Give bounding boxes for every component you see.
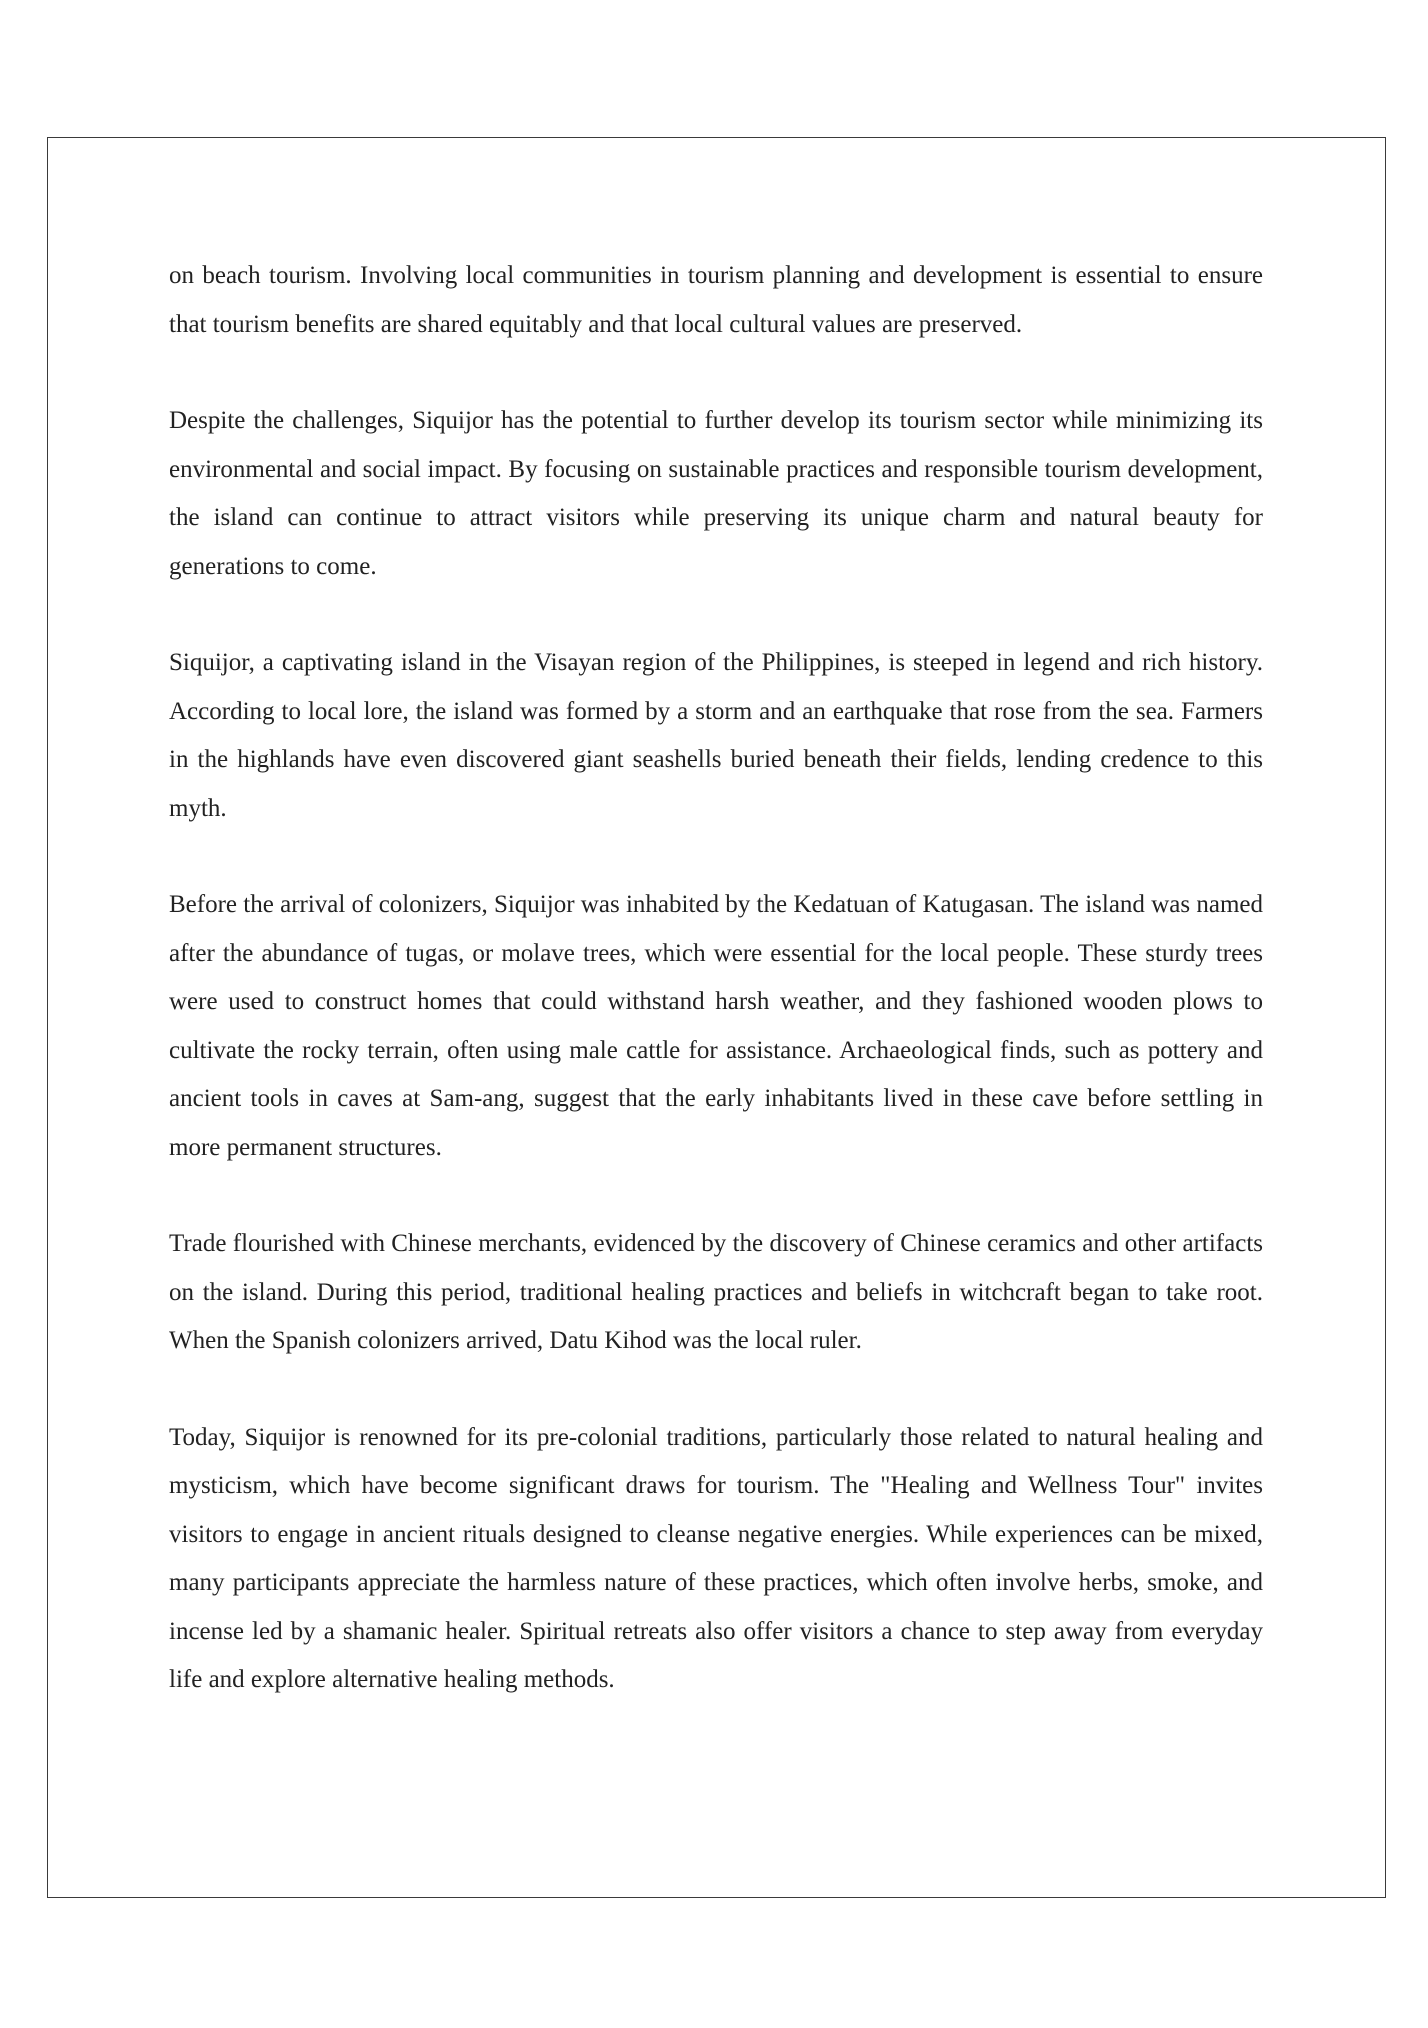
paragraph-island-legend: Siquijor, a captivating island in the Visayan region of the Philippines, is steeped in legend and rich history. According to local lore, the island was formed by a storm and an earthquake that rose from the sea. Farmers in the highlands have even discovered giant seashells buried beneath their fields, lending credence to this myth. <box>169 649 1263 822</box>
paragraph-chinese-trade: Trade flourished with Chinese merchants, evidenced by the discovery of Chinese ceramics and other artifacts on the island. During this period, traditional healing practices and beliefs in witchcraft began to take root. When the Spanish colonizers arrived, Datu Kihod was the local ruler. <box>169 1230 1263 1354</box>
paragraph-beach-tourism: on beach tourism. Involving local communities in tourism planning and development is essential to ensure that tourism benefits are shared equitably and that local cultural values are preserved. <box>169 262 1263 338</box>
document-body <box>169 252 1263 1753</box>
paragraph-sustainable-potential: Despite the challenges, Siquijor has the potential to further develop its tourism sector while minimizing its environmental and social impact. By focusing on sustainable practices and responsible tourism development, the island can continue to attract visitors while preserving its unique charm and natural beauty for generations to come. <box>169 407 1263 580</box>
paragraph-pre-colonial-history: Before the arrival of colonizers, Siquijor was inhabited by the Kedatuan of Katugasan. The island was named after the abundance of tugas, or molave trees, which were essential for the local people. These sturdy trees were used to construct homes that could withstand harsh weather, and they fashioned wooden plows to cultivate the rocky terrain, often using male cattle for assistance. Archaeological finds, such as pottery and ancient tools in caves at Sam-ang, suggest that the early inhabitants lived in these cave before settling in more permanent structures. <box>169 891 1263 1161</box>
paragraph-healing-tourism: Today, Siquijor is renowned for its pre-colonial traditions, particularly those related to natural healing and mysticism, which have become significant draws for tourism. The "Healing and Wellness Tour" invites visitors to engage in ancient rituals designed to cleanse negative energies. While experiences can be mixed, many participants appreciate the harmless nature of these practices, which often involve herbs, smoke, and incense led by a shamanic healer. Spiritual retreats also offer visitors a chance to step away from everyday life and explore alternative healing methods. <box>169 1423 1263 1693</box>
